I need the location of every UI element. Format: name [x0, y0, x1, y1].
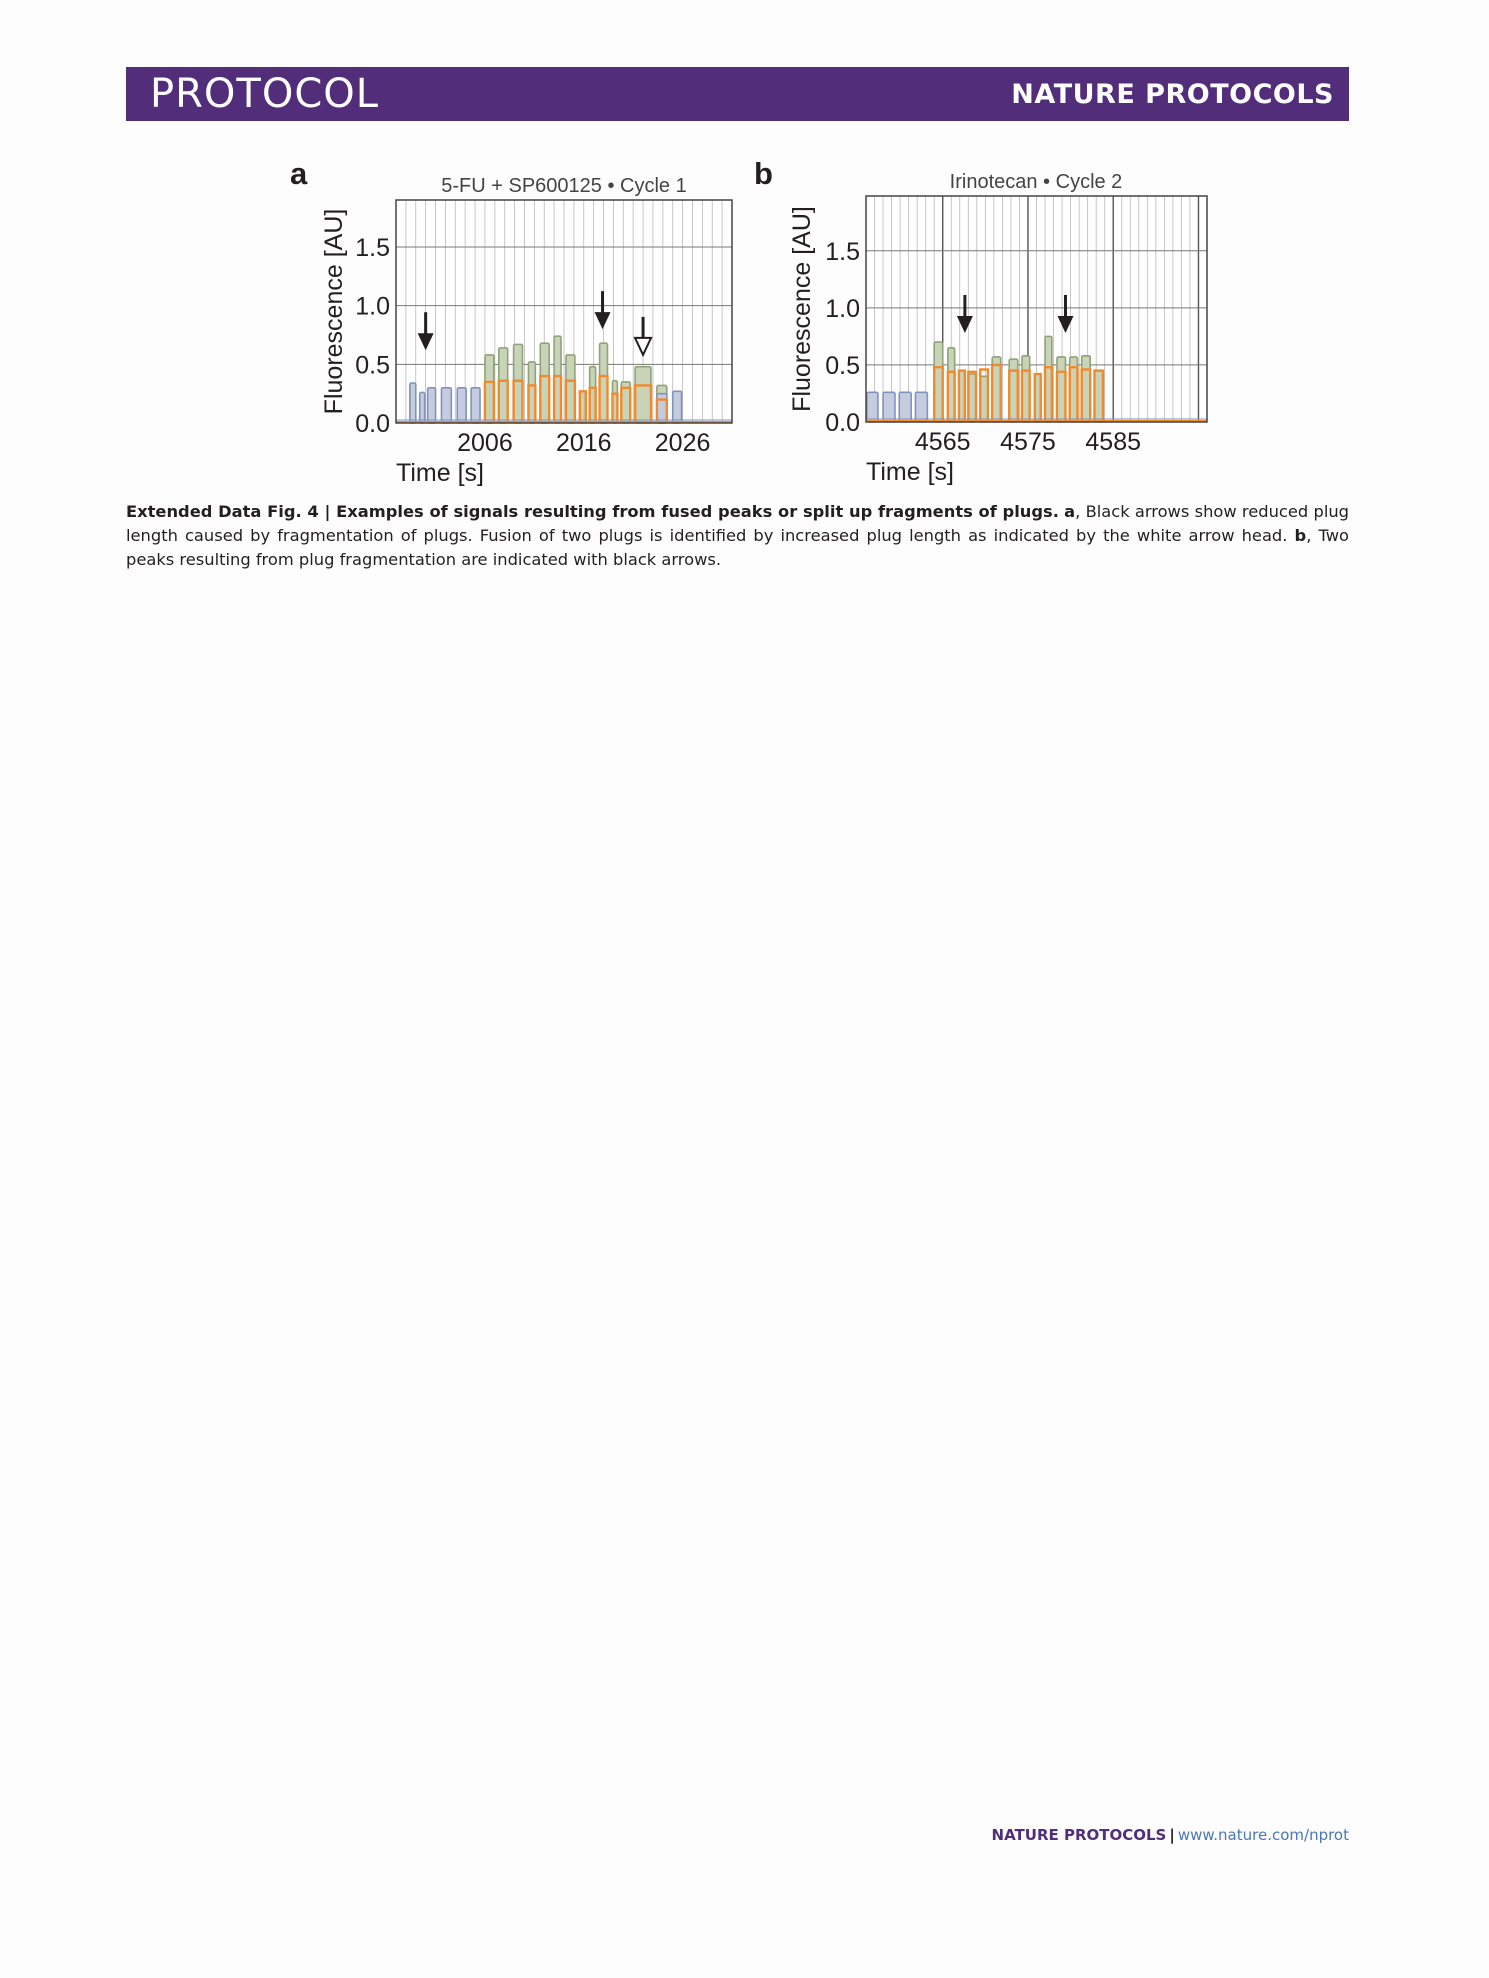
y-tick-label: 0.0: [355, 410, 390, 438]
x-tick-label: 2026: [654, 429, 711, 457]
green-plug: [1082, 356, 1091, 422]
y-tick-label: 1.5: [825, 237, 860, 266]
blue-plug: [673, 391, 682, 423]
x-tick-label: 2016: [555, 429, 612, 457]
panel-title: 5-FU + SP600125 • Cycle 1: [441, 175, 687, 197]
green-plug: [1009, 359, 1018, 422]
blue-plug: [471, 388, 480, 423]
green-plug: [514, 344, 523, 423]
caption-text-a: , Black arrows show reduced plug length caused by fragmentation of plugs. Fusion of two plugs is identified by increased plug length as indicated by the white arrow head.: [126, 502, 1349, 545]
y-tick-label: 1.0: [825, 294, 860, 323]
x-tick-label: 4565: [914, 428, 971, 456]
y-tick-label: 0.5: [355, 351, 390, 380]
x-tick-label: 4575: [1000, 428, 1056, 456]
y-tick-label: 1.0: [355, 292, 390, 321]
green-plug: [485, 355, 494, 423]
blue-plug: [867, 392, 878, 422]
x-axis-label: Time [s]: [396, 459, 484, 487]
x-tick-label: 2006: [457, 429, 513, 457]
y-tick-label: 0.5: [825, 351, 860, 380]
section-label: PROTOCOL: [150, 71, 380, 117]
journal-name: NATURE PROTOCOLS: [1011, 79, 1334, 110]
y-tick-label: 0.0: [825, 409, 860, 437]
x-axis-label: Time [s]: [866, 458, 954, 486]
header-bar: [126, 67, 1349, 121]
green-plug: [635, 367, 651, 423]
caption-text-b: , Two peaks resulting from plug fragmentation are indicated with black arrows.: [126, 526, 1349, 569]
panel-b: [866, 196, 1207, 422]
blue-plug: [441, 388, 451, 423]
footer-url[interactable]: www.nature.com/nprot: [1177, 1826, 1349, 1844]
blue-plug: [410, 383, 416, 423]
y-axis-label: Fluorescence [AU]: [320, 208, 348, 415]
y-axis-label: Fluorescence [AU]: [788, 206, 816, 412]
green-plug: [566, 355, 575, 423]
blue-plug: [657, 394, 667, 423]
footer: [992, 1826, 1349, 1844]
footer-journal: NATURE PROTOCOLS: [991, 1826, 1167, 1844]
green-plug: [1057, 357, 1066, 422]
figure-caption: [126, 500, 1349, 572]
green-plug: [1094, 371, 1103, 422]
green-plug: [934, 342, 943, 422]
blue-plug: [899, 392, 911, 422]
figure-svg: [270, 150, 1210, 495]
y-tick-label: 1.5: [355, 233, 390, 262]
blue-plug: [915, 392, 927, 422]
blue-plug: [457, 388, 466, 423]
caption-label-a: a: [1064, 502, 1076, 521]
blue-plug: [883, 392, 895, 422]
blue-plug: [420, 392, 425, 423]
caption-lead: Extended Data Fig. 4 | Examples of signals resulting from fused peaks or split up fragments of plugs.: [126, 502, 1059, 521]
blue-plug: [428, 388, 436, 423]
figure: [270, 150, 1210, 495]
footer-separator: |: [1169, 1826, 1175, 1844]
panel-a: [396, 200, 732, 423]
panel-title: Irinotecan • Cycle 2: [949, 171, 1123, 193]
panel-label: a: [290, 156, 308, 191]
green-plug: [992, 357, 1001, 422]
green-plug: [499, 348, 508, 423]
green-plug: [540, 343, 549, 423]
caption-label-b: b: [1294, 526, 1307, 545]
x-tick-label: 4585: [1085, 428, 1142, 456]
panel-label: b: [754, 156, 773, 191]
